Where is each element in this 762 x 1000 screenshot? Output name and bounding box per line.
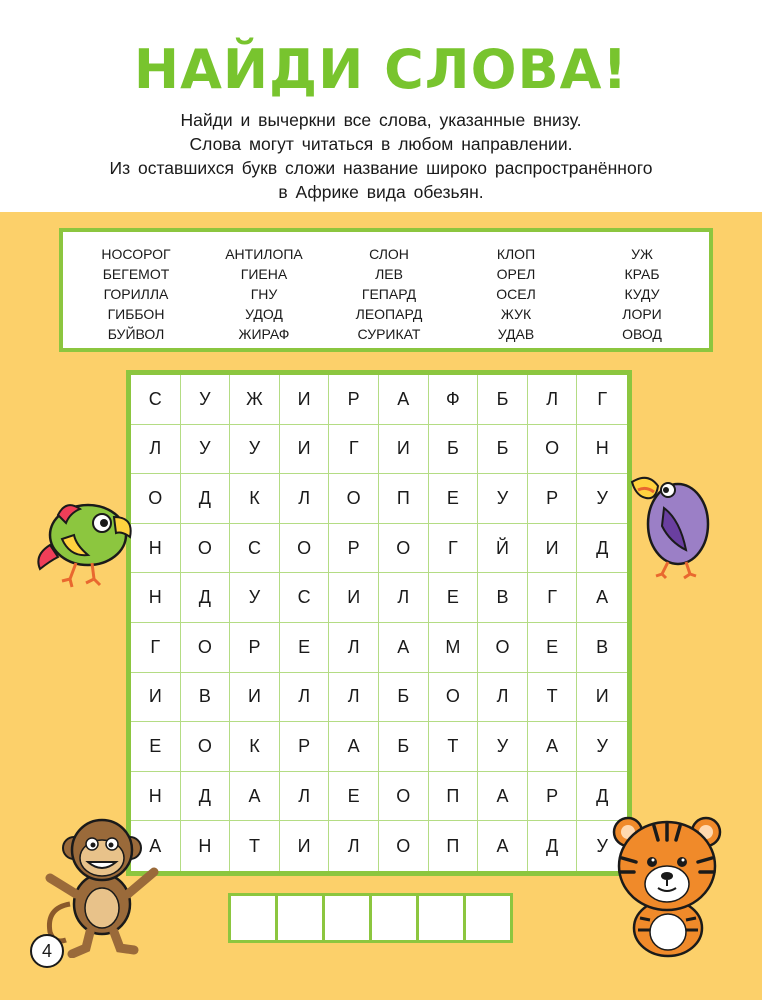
grid-cell[interactable]: О	[131, 474, 181, 524]
word-list-box	[59, 228, 713, 352]
grid-cell[interactable]: И	[280, 375, 330, 425]
grid-cell[interactable]: Н	[131, 524, 181, 574]
answer-box[interactable]	[416, 893, 466, 943]
grid-cell[interactable]: Ф	[429, 375, 479, 425]
word-item: АНТИЛОПА	[225, 246, 303, 262]
word-list-column	[451, 244, 581, 344]
word-item: ОВОД	[622, 326, 662, 342]
grid-cell[interactable]: О	[280, 524, 330, 574]
grid-cell[interactable]: О	[181, 722, 231, 772]
grid-cell[interactable]: Д	[577, 524, 627, 574]
word-item: ЛЕОПАРД	[355, 306, 423, 322]
grid-cell[interactable]: Н	[131, 772, 181, 822]
instruction-line: Найди и вычеркни все слова, указанные внизу.	[180, 110, 582, 130]
grid-cell[interactable]: О	[429, 673, 479, 723]
letter-grid	[126, 370, 632, 876]
word-item: БЕГЕМОТ	[102, 266, 170, 282]
grid-cell[interactable]: О	[379, 772, 429, 822]
grid-cell[interactable]: Р	[528, 772, 578, 822]
grid-cell[interactable]: Б	[478, 375, 528, 425]
grid-cell[interactable]: Б	[379, 673, 429, 723]
grid-cell[interactable]: Л	[280, 772, 330, 822]
word-item: КЛОП	[496, 246, 536, 262]
grid-cell[interactable]: П	[379, 474, 429, 524]
grid-cell[interactable]: С	[280, 573, 330, 623]
grid-cell[interactable]: И	[280, 425, 330, 475]
monkey-illustration	[40, 808, 164, 958]
word-list-column	[71, 244, 201, 344]
grid-cell[interactable]: С	[230, 524, 280, 574]
grid-cell[interactable]: Е	[280, 623, 330, 673]
grid-cell[interactable]: В	[181, 673, 231, 723]
grid-cell[interactable]: П	[429, 821, 479, 871]
grid-cell[interactable]: А	[528, 722, 578, 772]
grid-cell[interactable]: В	[577, 623, 627, 673]
grid-cell[interactable]: Д	[181, 474, 231, 524]
grid-cell[interactable]: И	[280, 821, 330, 871]
grid-cell[interactable]: Л	[379, 573, 429, 623]
grid-cell[interactable]: Е	[329, 772, 379, 822]
instruction-line: Из оставшихся букв сложи название широко распространённого	[109, 158, 653, 178]
grid-cell[interactable]: А	[329, 722, 379, 772]
grid-cell[interactable]: Л	[329, 623, 379, 673]
answer-box[interactable]	[463, 893, 513, 943]
word-item: ОСЕЛ	[496, 286, 536, 302]
word-item: ЖУК	[500, 306, 532, 322]
grid-cell[interactable]: Е	[528, 623, 578, 673]
purple-parrot-illustration	[628, 468, 716, 580]
grid-cell[interactable]: К	[230, 722, 280, 772]
grid-cell[interactable]: А	[478, 821, 528, 871]
word-item: СЛОН	[369, 246, 409, 262]
word-item: ЖИРАФ	[238, 326, 290, 342]
answer-box[interactable]	[228, 893, 278, 943]
grid-cell[interactable]: У	[181, 425, 231, 475]
grid-cell[interactable]: О	[528, 425, 578, 475]
word-item: УЖ	[631, 246, 653, 262]
grid-cell[interactable]: Р	[280, 722, 330, 772]
grid-cell[interactable]: С	[131, 375, 181, 425]
grid-cell[interactable]: К	[230, 474, 280, 524]
grid-cell[interactable]: В	[478, 573, 528, 623]
word-item: ЛЕВ	[375, 266, 403, 282]
grid-cell[interactable]: О	[379, 524, 429, 574]
grid-cell[interactable]: А	[379, 375, 429, 425]
word-item: ОРЕЛ	[496, 266, 536, 282]
grid-cell[interactable]: И	[329, 573, 379, 623]
grid-cell[interactable]: Л	[528, 375, 578, 425]
grid-cell[interactable]: И	[379, 425, 429, 475]
word-list-column	[199, 244, 329, 344]
word-item: ГОРИЛЛА	[103, 286, 169, 302]
grid-cell[interactable]: Д	[181, 573, 231, 623]
grid-cell[interactable]: Б	[429, 425, 479, 475]
grid-cell[interactable]: У	[478, 722, 528, 772]
grid-cell[interactable]: Р	[329, 375, 379, 425]
grid-cell[interactable]: Б	[379, 722, 429, 772]
word-list-column	[324, 244, 454, 344]
grid-cell[interactable]: Н	[131, 573, 181, 623]
grid-cell[interactable]: Н	[577, 425, 627, 475]
grid-cell[interactable]: А	[577, 573, 627, 623]
grid-cell[interactable]: Т	[230, 821, 280, 871]
grid-cell[interactable]: У	[577, 722, 627, 772]
grid-cell[interactable]: Г	[131, 623, 181, 673]
grid-cell[interactable]: Й	[478, 524, 528, 574]
grid-cell[interactable]: О	[181, 623, 231, 673]
page-number: 4	[30, 934, 64, 968]
grid-cell[interactable]: У	[230, 425, 280, 475]
grid-cell[interactable]: Ж	[230, 375, 280, 425]
grid-cell[interactable]: Г	[528, 573, 578, 623]
page-title: НАЙДИ СЛОВА!	[133, 38, 629, 101]
grid-cell[interactable]: О	[181, 524, 231, 574]
grid-cell[interactable]: Е	[429, 474, 479, 524]
answer-boxes	[228, 893, 510, 943]
answer-box[interactable]	[275, 893, 325, 943]
word-item: ЛОРИ	[622, 306, 662, 322]
grid-cell[interactable]: Т	[429, 722, 479, 772]
grid-cell[interactable]: А	[379, 623, 429, 673]
grid-cell[interactable]: О	[478, 623, 528, 673]
word-item: КУДУ	[624, 286, 660, 302]
grid-cell[interactable]: О	[379, 821, 429, 871]
grid-cell[interactable]: П	[429, 772, 479, 822]
green-parrot-illustration	[36, 495, 136, 590]
grid-cell[interactable]: Г	[577, 375, 627, 425]
grid-cell[interactable]: Р	[528, 474, 578, 524]
word-item: ГИЕНА	[240, 266, 288, 282]
word-item: ГЕПАРД	[361, 286, 417, 302]
word-item: СУРИКАТ	[357, 326, 421, 342]
grid-cell[interactable]: У	[478, 474, 528, 524]
grid-cell[interactable]: Е	[131, 722, 181, 772]
grid-cell[interactable]: Д	[577, 772, 627, 822]
instruction-line: Слова могут читаться в любом направлении.	[189, 134, 573, 154]
grid-cell[interactable]: Л	[478, 673, 528, 723]
instruction-line: в Африке вида обезьян.	[278, 182, 484, 202]
grid-cell[interactable]: Т	[528, 673, 578, 723]
grid-cell[interactable]: Л	[131, 425, 181, 475]
word-list-column	[577, 244, 707, 344]
word-item: ГИББОН	[107, 306, 165, 322]
tiger-cub-illustration	[608, 810, 726, 960]
grid-cell[interactable]: О	[329, 474, 379, 524]
grid-cell[interactable]: И	[131, 673, 181, 723]
grid-cell[interactable]: У	[596, 835, 608, 856]
grid-cell[interactable]: У	[181, 375, 231, 425]
grid-cell[interactable]: У	[577, 474, 627, 524]
grid-cell[interactable]: Е	[429, 573, 479, 623]
word-item: КРАБ	[624, 266, 660, 282]
grid-cell[interactable]: Л	[280, 673, 330, 723]
grid-cell[interactable]: М	[429, 623, 479, 673]
grid-cell[interactable]: Л	[329, 821, 379, 871]
grid-cell[interactable]: И	[577, 673, 627, 723]
grid-cell[interactable]: И	[528, 524, 578, 574]
grid-cell[interactable]: Г	[329, 425, 379, 475]
grid-cell[interactable]: Л	[280, 474, 330, 524]
grid-cell[interactable]: Л	[329, 673, 379, 723]
answer-box[interactable]	[322, 893, 372, 943]
word-item: УДОД	[245, 306, 283, 322]
grid-cell[interactable]: Р	[230, 623, 280, 673]
grid-cell[interactable]: Д	[528, 821, 578, 871]
word-item: БУЙВОЛ	[107, 326, 165, 342]
grid-cell[interactable]: Г	[429, 524, 479, 574]
answer-box[interactable]	[369, 893, 419, 943]
grid-cell[interactable]: И	[230, 673, 280, 723]
grid-cell[interactable]: А	[131, 821, 181, 871]
word-item: ГНУ	[250, 286, 278, 302]
grid-cell[interactable]: Б	[478, 425, 528, 475]
instructions	[60, 108, 702, 204]
word-item: НОСОРОГ	[101, 246, 171, 262]
word-item: УДАВ	[497, 326, 535, 342]
grid-cell[interactable]: А	[478, 772, 528, 822]
grid-cell[interactable]: А	[230, 772, 280, 822]
grid-cell[interactable]: У	[230, 573, 280, 623]
grid-cell[interactable]: Д	[181, 772, 231, 822]
grid-cell[interactable]: Р	[329, 524, 379, 574]
grid-cell[interactable]: Н	[181, 821, 231, 871]
